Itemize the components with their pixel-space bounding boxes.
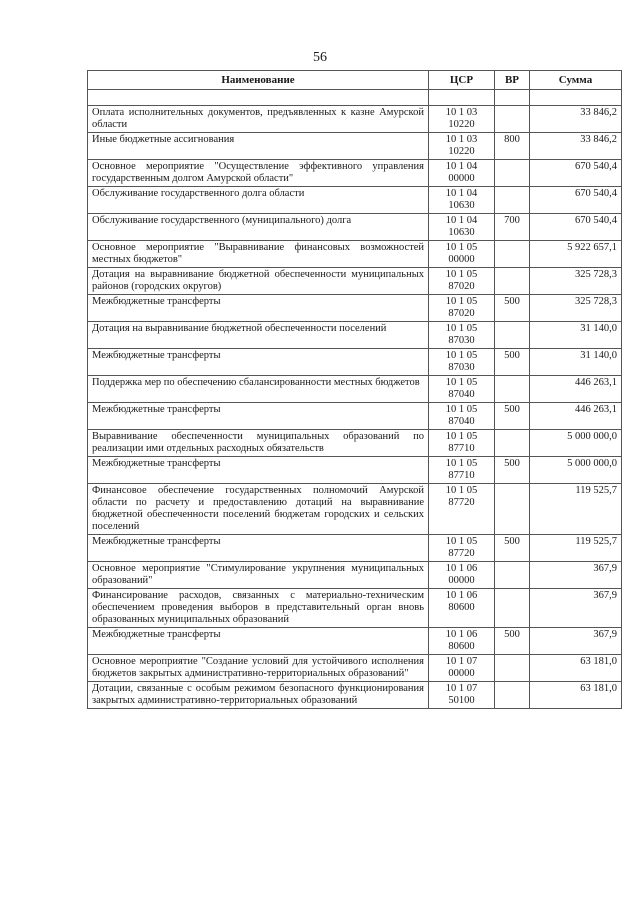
- row-vr: [495, 562, 530, 589]
- row-csr-line2: 87020: [448, 308, 475, 319]
- row-csr: [429, 133, 495, 160]
- row-name: Обслуживание государственного долга области: [88, 187, 429, 214]
- row-csr-line1: 10 1 05: [445, 536, 478, 547]
- row-csr-line2: 87040: [448, 389, 475, 400]
- table-row: [88, 589, 622, 628]
- row-csr-line1: 10 1 05: [445, 296, 478, 307]
- row-csr-line2: 10630: [448, 227, 475, 238]
- row-csr-line2: 87710: [448, 443, 475, 454]
- row-csr: [429, 160, 495, 187]
- table-row: [88, 457, 622, 484]
- row-csr-line1: 10 1 05: [445, 269, 478, 280]
- row-csr-line1: 10 1 07: [445, 656, 478, 667]
- row-csr-line1: 10 1 05: [445, 404, 478, 415]
- row-csr-line1: 10 1 06: [445, 563, 478, 574]
- row-vr: [495, 187, 530, 214]
- row-name: Межбюджетные трансферты: [88, 535, 429, 562]
- row-name: Дотация на выравнивание бюджетной обеспеченности муниципальных районов (городских округов): [88, 268, 429, 295]
- row-vr: 500: [495, 628, 530, 655]
- row-sum: 5 000 000,0: [530, 430, 622, 457]
- table-row: [88, 295, 622, 322]
- row-csr: [429, 484, 495, 535]
- table-row: [88, 628, 622, 655]
- row-sum: 63 181,0: [530, 655, 622, 682]
- row-vr: 800: [495, 133, 530, 160]
- table-row: [88, 214, 622, 241]
- row-csr-line2: 87040: [448, 416, 475, 427]
- table-row: [88, 655, 622, 682]
- table-header-row: [88, 71, 622, 90]
- row-csr: [429, 214, 495, 241]
- table-row: [88, 322, 622, 349]
- table-row: [88, 349, 622, 376]
- budget-table: [87, 70, 622, 709]
- row-csr-line1: 10 1 06: [445, 629, 478, 640]
- row-name: Финансирование расходов, связанных с материально-техническим обеспечением проведения выборов в представительный орган вновь образованных муниципальных образований: [88, 589, 429, 628]
- row-sum: 446 263,1: [530, 376, 622, 403]
- row-csr-line1: 10 1 07: [445, 683, 478, 694]
- table-row: [88, 430, 622, 457]
- table-row: [88, 403, 622, 430]
- row-sum: 5 922 657,1: [530, 241, 622, 268]
- row-csr: [429, 376, 495, 403]
- table-row: [88, 187, 622, 214]
- row-vr: 700: [495, 214, 530, 241]
- row-name: Иные бюджетные ассигнования: [88, 133, 429, 160]
- row-csr-line2: 00000: [448, 173, 475, 184]
- row-name: Межбюджетные трансферты: [88, 628, 429, 655]
- row-vr: [495, 682, 530, 709]
- row-name: Межбюджетные трансферты: [88, 295, 429, 322]
- row-vr: [495, 376, 530, 403]
- row-name: Обслуживание государственного (муниципального) долга: [88, 214, 429, 241]
- row-csr-line1: 10 1 04: [445, 188, 478, 199]
- row-sum: 367,9: [530, 628, 622, 655]
- row-csr-line2: 80600: [448, 641, 475, 652]
- table-row: [88, 535, 622, 562]
- row-sum: 31 140,0: [530, 322, 622, 349]
- row-sum: 670 540,4: [530, 187, 622, 214]
- row-csr: [429, 322, 495, 349]
- table-row: [88, 376, 622, 403]
- table-row: [88, 484, 622, 535]
- row-sum: 119 525,7: [530, 484, 622, 535]
- table-row: [88, 268, 622, 295]
- row-csr: [429, 457, 495, 484]
- table-body: [88, 90, 622, 709]
- row-csr: [429, 268, 495, 295]
- header-csr: ЦСР: [429, 71, 495, 90]
- row-csr-line2: 10220: [448, 146, 475, 157]
- row-name: Межбюджетные трансферты: [88, 349, 429, 376]
- row-csr: [429, 349, 495, 376]
- row-vr: 500: [495, 457, 530, 484]
- row-csr-line1: 10 1 05: [445, 377, 478, 388]
- row-vr: 500: [495, 535, 530, 562]
- row-vr: [495, 160, 530, 187]
- page-number: 56: [313, 50, 327, 65]
- row-csr-line2: 80600: [448, 602, 475, 613]
- row-csr-line2: 00000: [448, 575, 475, 586]
- row-csr-line1: 10 1 05: [445, 350, 478, 361]
- row-name: Межбюджетные трансферты: [88, 457, 429, 484]
- row-csr-line1: 10 1 04: [445, 215, 478, 226]
- row-csr-line2: 87030: [448, 335, 475, 346]
- row-name: Основное мероприятие "Стимулирование укрупнения муниципальных образований": [88, 562, 429, 589]
- row-vr: [495, 106, 530, 133]
- row-csr: [429, 535, 495, 562]
- row-csr-line2: 00000: [448, 668, 475, 679]
- header-sum: Сумма: [530, 71, 622, 90]
- table-row: [88, 562, 622, 589]
- row-csr: [429, 403, 495, 430]
- table-row: [88, 106, 622, 133]
- row-vr: 500: [495, 295, 530, 322]
- row-vr: [495, 484, 530, 535]
- row-name: Межбюджетные трансферты: [88, 403, 429, 430]
- row-csr-line1: 10 1 06: [445, 590, 478, 601]
- row-sum: 670 540,4: [530, 214, 622, 241]
- row-vr: 500: [495, 349, 530, 376]
- row-csr-line1: 10 1 05: [445, 485, 478, 496]
- row-sum: 446 263,1: [530, 403, 622, 430]
- row-csr: [429, 241, 495, 268]
- row-sum: 5 000 000,0: [530, 457, 622, 484]
- row-vr: 500: [495, 403, 530, 430]
- row-sum: 367,9: [530, 589, 622, 628]
- row-csr-line1: 10 1 05: [445, 431, 478, 442]
- row-csr-line2: 87020: [448, 281, 475, 292]
- table-row: [88, 682, 622, 709]
- row-name: Финансовое обеспечение государственных полномочий Амурской области по расчету и предоставлению дотаций на выравнивание бюджетной обеспеченности поселений бюджетам городских и сельских поселений: [88, 484, 429, 535]
- row-csr-line2: 10630: [448, 200, 475, 211]
- row-name: Поддержка мер по обеспечению сбалансированности местных бюджетов: [88, 376, 429, 403]
- row-csr: [429, 655, 495, 682]
- row-csr: [429, 682, 495, 709]
- row-csr: [429, 562, 495, 589]
- row-sum: 33 846,2: [530, 106, 622, 133]
- row-name: Выравнивание обеспеченности муниципальных образований по реализации ими отдельных расходных обязательств: [88, 430, 429, 457]
- row-csr-line2: 87720: [448, 548, 475, 559]
- header-name: Наименование: [88, 71, 429, 90]
- row-csr: [429, 589, 495, 628]
- spacer-row: [88, 90, 622, 106]
- row-sum: 119 525,7: [530, 535, 622, 562]
- row-vr: [495, 589, 530, 628]
- row-csr-line1: 10 1 05: [445, 323, 478, 334]
- row-csr-line1: 10 1 03: [445, 107, 478, 118]
- row-name: Дотации, связанные с особым режимом безопасного функционирования закрытых административно-территориальных образований: [88, 682, 429, 709]
- row-name: Дотация на выравнивание бюджетной обеспеченности поселений: [88, 322, 429, 349]
- row-name: Оплата исполнительных документов, предъявленных к казне Амурской области: [88, 106, 429, 133]
- row-sum: 31 140,0: [530, 349, 622, 376]
- row-vr: [495, 430, 530, 457]
- row-name: Основное мероприятие "Создание условий для устойчивого исполнения бюджетов закрытых административно-территориальных образований": [88, 655, 429, 682]
- row-sum: 325 728,3: [530, 268, 622, 295]
- row-vr: [495, 268, 530, 295]
- row-csr-line2: 50100: [448, 695, 475, 706]
- row-csr-line2: 00000: [448, 254, 475, 265]
- row-csr: [429, 628, 495, 655]
- table-row: [88, 241, 622, 268]
- row-csr-line1: 10 1 03: [445, 134, 478, 145]
- row-csr: [429, 187, 495, 214]
- row-name: Основное мероприятие "Осуществление эффективного управления государственным долгом Амурской области": [88, 160, 429, 187]
- row-vr: [495, 655, 530, 682]
- row-csr-line1: 10 1 05: [445, 458, 478, 469]
- row-csr: [429, 106, 495, 133]
- row-vr: [495, 322, 530, 349]
- header-vr: ВР: [495, 71, 530, 90]
- table-row: [88, 160, 622, 187]
- row-csr-line1: 10 1 04: [445, 161, 478, 172]
- row-sum: 670 540,4: [530, 160, 622, 187]
- row-sum: 367,9: [530, 562, 622, 589]
- row-sum: 33 846,2: [530, 133, 622, 160]
- row-csr-line1: 10 1 05: [445, 242, 478, 253]
- row-sum: 63 181,0: [530, 682, 622, 709]
- row-csr-line2: 87710: [448, 470, 475, 481]
- table-row: [88, 133, 622, 160]
- row-name: Основное мероприятие "Выравнивание финансовых возможностей местных бюджетов": [88, 241, 429, 268]
- row-vr: [495, 241, 530, 268]
- row-csr-line2: 87720: [448, 497, 475, 508]
- row-csr: [429, 430, 495, 457]
- row-csr: [429, 295, 495, 322]
- row-csr-line2: 10220: [448, 119, 475, 130]
- row-sum: 325 728,3: [530, 295, 622, 322]
- row-csr-line2: 87030: [448, 362, 475, 373]
